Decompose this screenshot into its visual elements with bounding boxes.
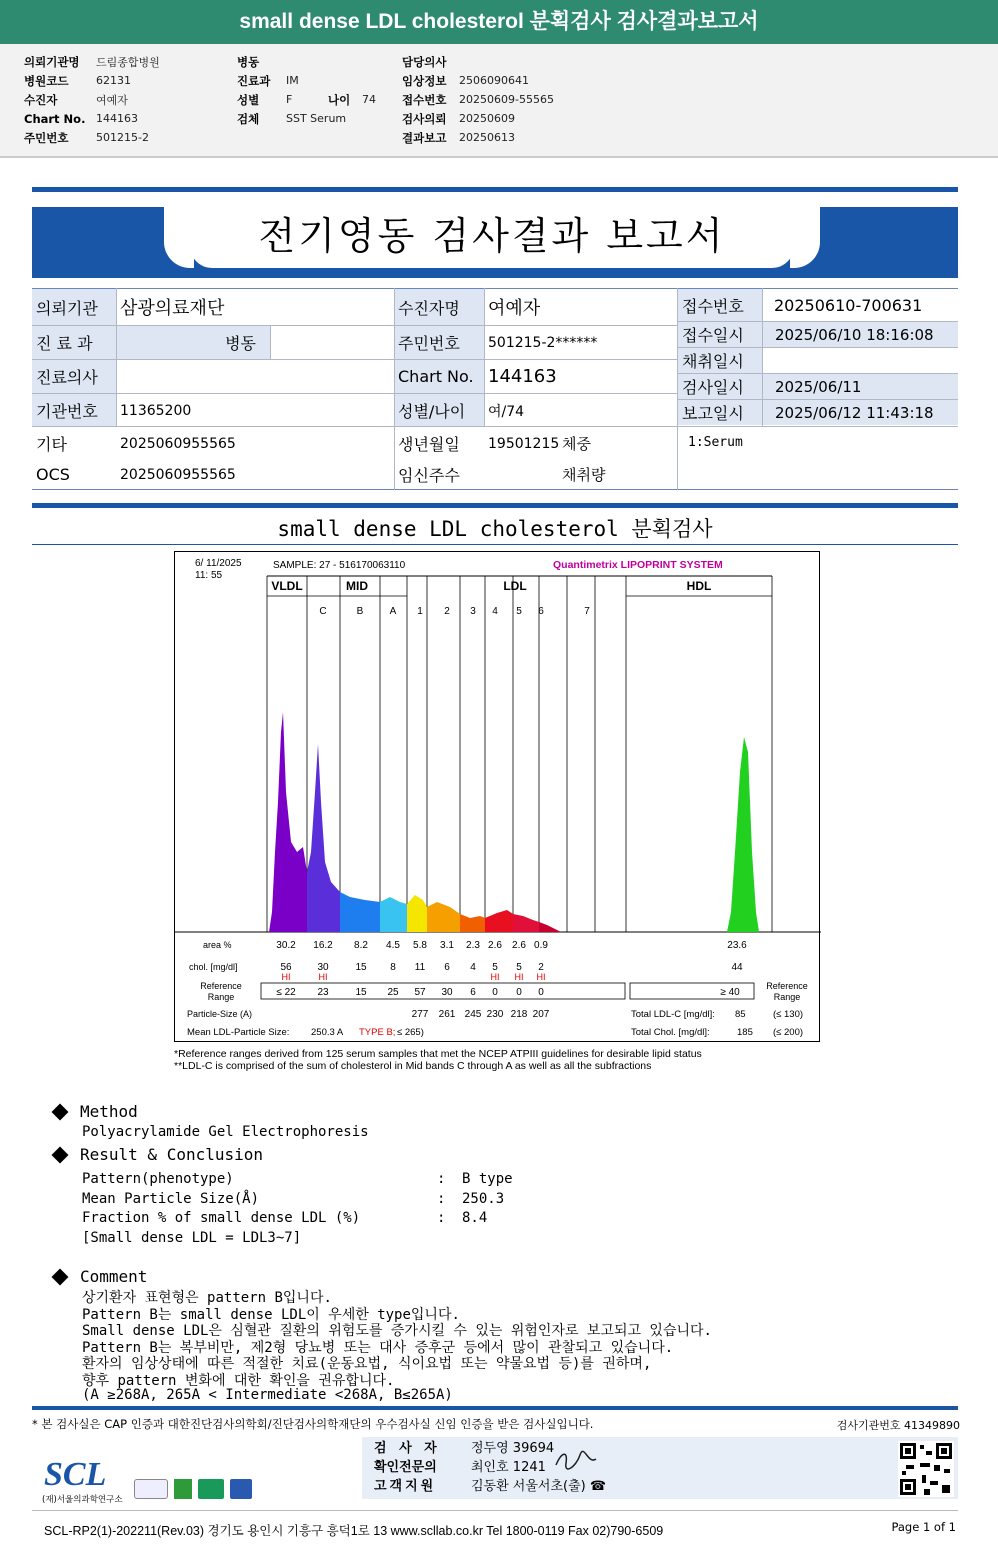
mean-label: Mean LDL-Particle Size: [187, 1027, 290, 1038]
sexage-label: 성별/나이 [394, 394, 484, 427]
weight-label: 체중 [562, 435, 591, 453]
kola-logo-icon [198, 1479, 224, 1499]
header-row [24, 109, 160, 128]
hi-flag: HI [318, 972, 328, 982]
signature-block [362, 1437, 958, 1499]
header-row [402, 109, 554, 128]
peak-band-4 [407, 895, 427, 932]
qr-code-icon [898, 1441, 954, 1497]
ref-right-label: Reference [766, 981, 808, 991]
name-value: 여예자 [488, 298, 541, 319]
ref-value: 25 [387, 987, 399, 998]
peak-band-1 [307, 744, 340, 932]
preg-label: 임신주수 [398, 466, 460, 485]
doctor-label: 진료의사 [32, 360, 116, 393]
band-label: 1 [417, 606, 423, 617]
cert-logos [134, 1476, 258, 1502]
header-row [24, 128, 160, 147]
result-heading [54, 1145, 263, 1164]
result-row: Fraction % of small dense LDL (%) : 8.4 [82, 1210, 488, 1226]
header-row [24, 71, 160, 90]
mean-type: TYPE B; [359, 1027, 396, 1038]
signer-row [374, 1477, 606, 1496]
header-value: 20250613 [459, 131, 515, 144]
signer-role: 고객지원 [374, 1479, 437, 1494]
inst-label: 의뢰기관 [32, 289, 116, 325]
etc-label: 기타 [36, 435, 67, 454]
comment-line: Small dense LDL은 심혈관 질환의 위험도를 증가시킬 수 있는 위험인자로 보고되고 있습니다. [82, 1323, 712, 1339]
particle-value: 245 [464, 1009, 482, 1020]
chart-system: Quantimetrix LIPOPRINT SYSTEM [553, 559, 723, 571]
code-label: 기관번호 [32, 394, 116, 427]
total-chol-label: Total Chol. [mg/dl]: [631, 1027, 710, 1038]
page-number: Page 1 of 1 [891, 1520, 956, 1534]
signer-role: 검 사 자 [374, 1441, 441, 1456]
header-key: 담당의사 [402, 54, 447, 69]
rep-value: 2025/06/12 11:43:18 [763, 400, 958, 425]
chart-value: 144163 [488, 366, 557, 387]
header-row [237, 109, 376, 128]
birth-value: 19501215 [488, 435, 560, 452]
etc-value: 2025060955565 [120, 435, 236, 452]
header-row [402, 128, 554, 147]
header-key: 임상정보 [402, 73, 447, 88]
ref-value: 23 [317, 987, 329, 998]
divider [32, 393, 678, 394]
result-value: B type [462, 1171, 513, 1187]
ref-label: Range [207, 992, 235, 1002]
ref-value: 15 [355, 987, 367, 998]
header-key: 진료과 [237, 73, 271, 88]
header-key: 병동 [237, 54, 260, 69]
ref-hdl-value: ≥ 40 [720, 987, 740, 998]
divider [677, 288, 678, 490]
band-label: B [356, 606, 364, 617]
header-row [402, 52, 554, 71]
total-ldl-label: Total LDL-C [mg/dl]: [631, 1009, 715, 1020]
band-label: 3 [470, 606, 476, 617]
mean-ref: ≤ 265) [397, 1027, 424, 1038]
accdate-value: 2025/06/10 18:16:08 [763, 322, 958, 347]
peak-band-2 [340, 892, 380, 932]
comment-line: Pattern B는 복부비만, 제2형 당뇨병 또는 대사 증후군 등에서 많이 관찰되고 있습니다. [82, 1340, 674, 1356]
divider [32, 325, 678, 326]
ward-label: 병동 [116, 326, 270, 359]
area-value: 8.2 [354, 940, 368, 951]
peak-band-3 [380, 897, 407, 932]
header-value: 드림종합병원 [96, 55, 160, 69]
peak-band-0 [269, 712, 307, 932]
divider [32, 489, 958, 490]
band-label: C [319, 606, 327, 617]
chart-label: Chart No. [394, 360, 484, 393]
band-label: 6 [538, 606, 544, 617]
band-label: A [389, 606, 397, 617]
section-underline [32, 544, 958, 545]
diamond-icon [52, 1146, 69, 1163]
acc-label: 접수번호 [678, 289, 762, 322]
particle-value: 218 [510, 1009, 528, 1020]
peak-band-5 [427, 902, 460, 932]
signature-icon [552, 1447, 600, 1473]
comment-line: 환자의 임상상태에 따른 적절한 치료(운동요법, 식이요법 또는 약물요법 등)를 권하며, [82, 1356, 652, 1372]
comment-title: Comment [80, 1267, 148, 1286]
header-row [24, 90, 160, 109]
age-label: 나이 [328, 92, 351, 107]
patient-table [32, 288, 958, 490]
result-value: 250.3 [462, 1191, 505, 1207]
result-key: Pattern(phenotype) [82, 1171, 234, 1187]
result-key: Mean Particle Size(Å) [82, 1191, 260, 1207]
lipoprint-chart [174, 551, 820, 1042]
area-label: area % [203, 940, 232, 950]
id-label: 주민번호 [394, 326, 484, 359]
hi-flag: HI [490, 972, 500, 982]
bottom-line: SCL-RP2(1)-202211(Rev.03) 경기도 용인시 기흥구 흥덕1로 13 www.scllab.co.kr Tel 1800-0119 Fax 02)790-6509 [44, 1524, 664, 1538]
result-row: Mean Particle Size(Å) : 250.3 [82, 1191, 505, 1207]
top-separator [32, 187, 958, 192]
header-key: 수진자 [24, 92, 58, 107]
comment-line: Pattern B는 small dense LDL이 우세한 type입니다. [82, 1307, 460, 1323]
header-value: SST Serum [286, 112, 347, 125]
total-chol-ref: (≤ 200) [773, 1027, 804, 1038]
header-key: 병원코드 [24, 73, 69, 88]
result-key: Fraction % of small dense LDL (%) [82, 1210, 361, 1226]
chol-value: 30 [317, 962, 329, 973]
signer-name: 김동환 서울서초(출) ☎ [471, 1479, 607, 1494]
rep-label: 보고일시 [678, 400, 762, 425]
lm-logo-icon [174, 1479, 192, 1499]
area-value: 2.3 [466, 940, 480, 951]
area-value: 2.6 [488, 940, 502, 951]
nrmi-logo-icon [230, 1479, 252, 1499]
header-key: 결과보고 [402, 130, 447, 145]
result-title: Result & Conclusion [80, 1145, 264, 1164]
header-key: 주민번호 [24, 130, 69, 145]
result-note: [Small dense LDL = LDL3~7] [82, 1230, 302, 1246]
header-col-3 [402, 52, 554, 147]
ref-value: 57 [414, 987, 426, 998]
comment-line: 상기환자 표현형은 pattern B입니다. [82, 1290, 332, 1306]
ref-value: 0 [538, 987, 544, 998]
divider [32, 359, 678, 360]
coll-value [763, 348, 958, 373]
ref-value: 30 [441, 987, 453, 998]
acc-value: 20250610-700631 [774, 296, 923, 315]
ref-value: 0 [516, 987, 522, 998]
divider [678, 321, 958, 322]
method-title: Method [80, 1102, 138, 1121]
particle-value: 261 [438, 1009, 456, 1020]
header-key: Chart No. [24, 111, 86, 126]
coll-label: 채취일시 [678, 348, 762, 373]
signer-name: 정두영 39694 [471, 1441, 555, 1456]
top-title: small dense LDL cholesterol 분획검사 검사결과보고서 [0, 0, 998, 44]
header-key: 성별 [237, 92, 260, 107]
header-key: 의뢰기관명 [24, 54, 80, 69]
cert-note: * 본 검사실은 CAP 인증과 대한진단검사의학회/진단검사의학재단의 우수검사실 신임 인증을 받은 검사실입니다. [32, 1417, 594, 1431]
divider [762, 288, 763, 426]
ocs-label: OCS [36, 465, 70, 484]
method-text: Polyacrylamide Gel Electrophoresis [82, 1124, 369, 1140]
header-key: 검사의뢰 [402, 111, 447, 126]
area-value: 23.6 [727, 940, 747, 951]
band-label: 7 [584, 606, 590, 617]
ref-value: 0 [492, 987, 498, 998]
area-value: 16.2 [313, 940, 333, 951]
peak-band-10 [727, 737, 759, 932]
group-label: LDL [503, 579, 527, 593]
header-row [402, 90, 554, 109]
particle-value: 207 [532, 1009, 550, 1020]
area-value: 3.1 [440, 940, 454, 951]
diamond-icon [52, 1268, 69, 1285]
band-label: 2 [444, 606, 450, 617]
divider [394, 288, 395, 490]
header-value: IM [286, 74, 299, 87]
code-value: 11365200 [120, 402, 192, 419]
dept-label: 진 료 과 [32, 326, 116, 359]
header-key: 접수번호 [402, 92, 447, 107]
lipoprint-svg [175, 552, 821, 1043]
peak-band-9 [539, 922, 561, 932]
divider [270, 326, 271, 359]
ref-label: Reference [200, 981, 242, 991]
divider [32, 426, 958, 427]
header-value: 144163 [96, 112, 138, 125]
accdate-label: 접수일시 [678, 322, 762, 347]
header-value: 여예자 [96, 93, 128, 107]
footnote-2: **LDL-C is comprised of the sum of cholesterol in Mid bands C through A as well as all the subfractions [174, 1060, 652, 1072]
divider [678, 347, 958, 348]
chart-time: 11: 55 [195, 570, 223, 581]
header-row [402, 71, 554, 90]
particle-value: 277 [411, 1009, 429, 1020]
band-label: 4 [492, 606, 498, 617]
mean-value: 250.3 A [311, 1027, 344, 1038]
chol-value: 2 [538, 962, 544, 973]
chol-value: 4 [470, 962, 476, 973]
header-value: 2506090641 [459, 74, 529, 87]
test-label: 검사일시 [678, 374, 762, 399]
chol-value: 11 [414, 962, 426, 973]
result-value: 8.4 [462, 1210, 488, 1226]
divider [484, 288, 485, 426]
divider [678, 399, 958, 400]
bottom-separator [32, 1510, 958, 1511]
header-row [237, 52, 376, 71]
area-value: 0.9 [534, 940, 548, 951]
comment-line: 향후 pattern 변화에 대한 확인을 권유합니다. [82, 1373, 395, 1389]
chol-value: 5 [492, 962, 498, 973]
ref-right-label: Range [773, 992, 801, 1002]
report-title: 전기영동 검사결과 보고서 [190, 207, 794, 268]
hi-flag: HI [281, 972, 291, 982]
method-heading [54, 1102, 138, 1121]
test-value: 2025/06/11 [763, 374, 958, 399]
particle-label: Particle-Size (A) [187, 1009, 253, 1019]
chol-value: 6 [444, 962, 450, 973]
name-label: 수진자명 [394, 289, 484, 325]
ocs-value: 2025060955565 [120, 466, 236, 483]
inst-number: 검사기관번호 41349890 [836, 1419, 960, 1432]
hi-flag: HI [514, 972, 524, 982]
section-separator [32, 503, 958, 508]
header-row [237, 71, 376, 90]
scl-logo-sub: (재)서울의과학연구소 [42, 1495, 123, 1505]
footnote-1: *Reference ranges derived from 125 serum samples that met the NCEP ATPIII guidelines for desirable lipid status [174, 1048, 702, 1060]
comment-line: (A ≥268A, 265A < Intermediate <268A, B≤265A) [82, 1387, 453, 1403]
result-row: Pattern(phenotype) : B type [82, 1171, 513, 1187]
specimen-value: 1:Serum [688, 434, 743, 450]
inst-value: 삼광의료재단 [120, 298, 225, 319]
group-label: VLDL [271, 579, 303, 593]
age-value: 74 [362, 93, 376, 106]
hi-flag: HI [536, 972, 546, 982]
total-chol-value: 185 [737, 1027, 753, 1038]
header-row [237, 90, 376, 109]
chol-value: 5 [516, 962, 522, 973]
header-value: 20250609-55565 [459, 93, 554, 106]
birth-label: 생년월일 [398, 435, 460, 454]
band-label: 5 [516, 606, 522, 617]
signer-name: 최인호 1241 [471, 1460, 546, 1475]
chol-value: 44 [731, 962, 743, 973]
cap-logo-icon [134, 1479, 168, 1499]
section-title: small dense LDL cholesterol 분획검사 [277, 517, 713, 541]
ref-value: 6 [470, 987, 476, 998]
header-col-2 [237, 52, 376, 128]
peak-band-6 [460, 914, 485, 932]
signer-role: 확인전문의 [374, 1460, 437, 1475]
particle-value: 230 [486, 1009, 504, 1020]
header-value: 62131 [96, 74, 131, 87]
area-value: 4.5 [386, 940, 400, 951]
group-label: MID [346, 579, 368, 593]
header-row [24, 52, 160, 71]
chart-sample: SAMPLE: 27 - 516170063110 [273, 560, 406, 571]
area-value: 2.6 [512, 940, 526, 951]
peak-band-7 [485, 910, 513, 932]
chol-value: 8 [390, 962, 396, 973]
sexage-value: 여/74 [488, 403, 525, 420]
peak-band-8 [513, 914, 539, 932]
vol-label: 채취량 [562, 466, 606, 484]
header-value: 20250609 [459, 112, 515, 125]
chart-date: 6/ 11/2025 [195, 558, 242, 569]
comment-heading [54, 1267, 147, 1286]
diamond-icon [52, 1103, 69, 1120]
divider [116, 288, 117, 426]
header-value: F [286, 93, 293, 106]
area-value: 30.2 [276, 940, 296, 951]
chol-label: chol. [mg/dl] [189, 962, 238, 972]
header-info [0, 44, 998, 158]
report-banner [32, 207, 958, 278]
header-value: 501215-2 [96, 131, 149, 144]
scl-logo: SCL [44, 1456, 107, 1493]
chol-value: 56 [280, 962, 292, 973]
group-label: HDL [686, 579, 712, 593]
header-col-1 [24, 52, 160, 147]
chol-value: 15 [355, 962, 367, 973]
chart-footnotes [174, 1048, 702, 1072]
header-key: 검체 [237, 111, 260, 126]
divider [678, 373, 958, 374]
total-ldl-value: 85 [735, 1009, 746, 1020]
total-ldl-ref: (≤ 130) [773, 1009, 804, 1020]
id-value: 501215-2****** [488, 334, 598, 351]
footer-separator [32, 1406, 958, 1410]
area-value: 5.8 [413, 940, 427, 951]
ref-value: ≤ 22 [276, 987, 296, 998]
